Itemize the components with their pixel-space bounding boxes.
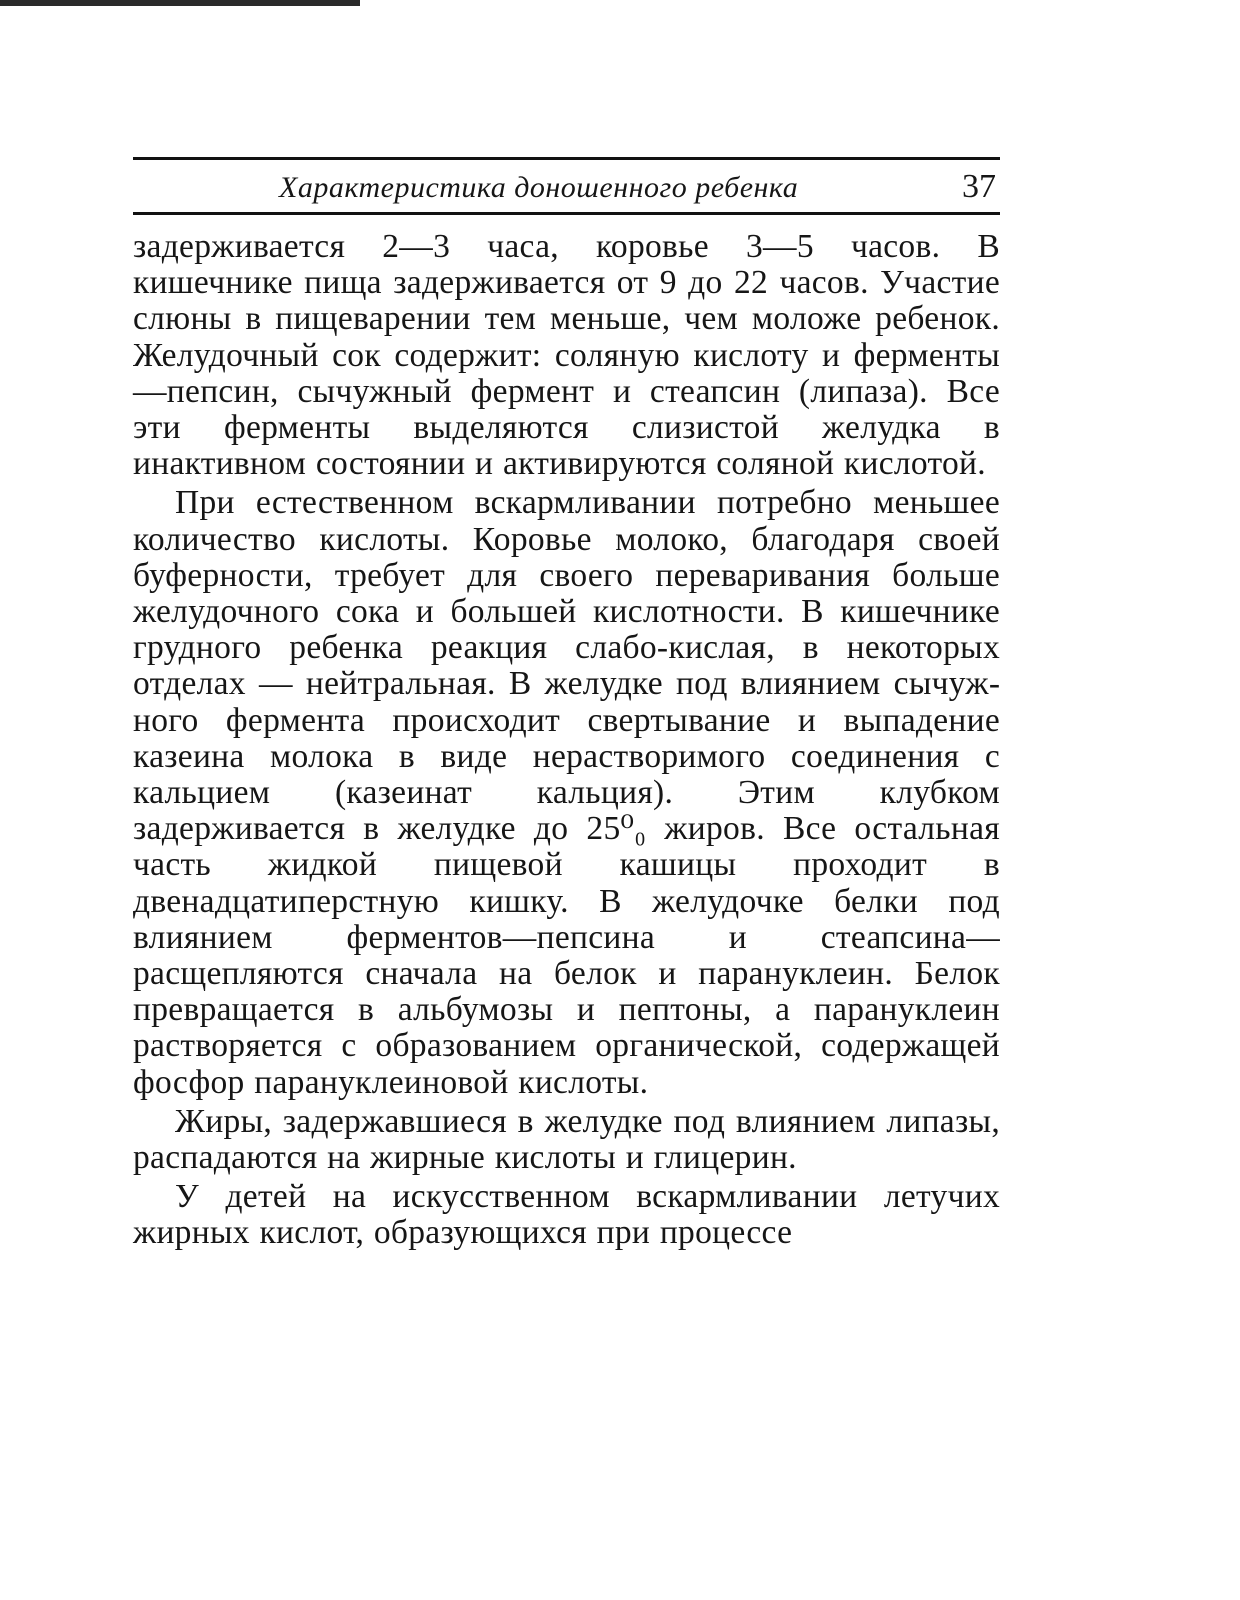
body-text — [133, 229, 1000, 1252]
paragraph-feeding-acidity: При естественном вскармливании потребно меньшее количество кислоты. Коровье молоко, благодаря своей буферности, требует для своего переваривания больше желудочного сока и большей кислотности. В кишечнике грудного ребенка реакция слабо-кислая, в некоторых отделах — нейтральная. В желудке под влиянием сычужного фермента происходит свертывание и выпадение казеина молока в виде нерастворимого соединения с кальцием (казеинат кальция). Этим клубком задерживается в желудке до 25⁰₀ жиров. Все остальная часть жидкой пищевой кашицы проходит в двенадцатиперстную кишку. В желудочке белки под влиянием ферментов—пепсина и стеапсина—расщепляются сначала на белок и парануклеин. Белок превращается в альбумозы и пептоны, а парануклеин растворяется с образованием органической, содержащей фосфор парануклеиновой кислоты. — [133, 484, 1000, 1101]
book-page — [133, 157, 1000, 1255]
paragraph-artificial-feeding: У детей на искусственном вскармливании летучих жирных кислот, образующихся при процессе — [133, 1178, 1000, 1252]
header-rule-bottom — [133, 212, 1000, 215]
page-number: 37 — [962, 168, 996, 205]
running-header-title: Характеристика доношенного ребенка — [279, 171, 799, 204]
scan-edge-mark — [0, 0, 360, 6]
paragraph-continued: задерживается 2—3 часа, коровье 3—5 часов. В кишечнике пища задерживается от 9 до 22 часов. Участие слюны в пищеварении тем меньше, чем моложе ребенок. Желудочный сок содержит: соляную кислоту и ферменты—пепсин, сычужный фермент и стеапсин (липаза). Все эти ферменты выделяются слизистой желудка в инактивном состоянии и активируются соляной кислотой. — [133, 228, 1000, 483]
running-header — [133, 160, 1000, 212]
paragraph-fats: Жиры, задержавшиеся в желудке под влиянием липазы, распадаются на жирные кислоты и глицерин. — [133, 1102, 1000, 1177]
